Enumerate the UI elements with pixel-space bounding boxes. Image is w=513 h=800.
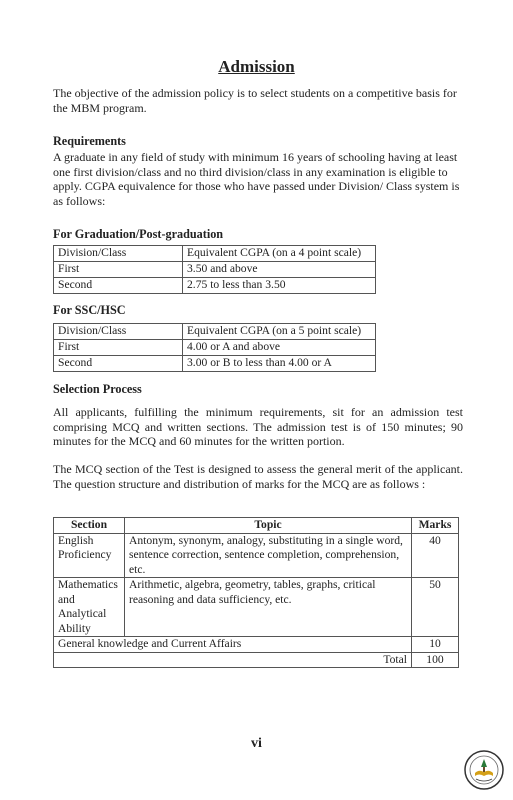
ssc-hsc-cgpa-table (53, 323, 376, 372)
table-row (54, 356, 376, 372)
marks-cell: 40 (412, 533, 459, 578)
general-knowledge-cell: General knowledge and Current Affairs (54, 637, 412, 653)
section-cell: English Proficiency (54, 533, 125, 578)
intro-paragraph: The objective of the admission policy is to select students on a competitive basis for the MBM program. (53, 86, 457, 115)
table-cell: 3.50 and above (183, 262, 376, 278)
column-header-section: Section (54, 518, 125, 534)
table-row (54, 340, 376, 356)
table-cell: Second (54, 278, 183, 294)
table-cell: 3.00 or B to less than 4.00 or A (183, 356, 376, 372)
total-marks: 100 (412, 652, 459, 668)
table-row (54, 278, 376, 294)
selection-paragraph: All applicants, fulfilling the minimum requirements, sit for an admission test comprising MCQ and written sections. The admission test is of 150 minutes; 90 minutes for the MCQ and 60 minutes for the written portion. (53, 405, 463, 448)
marks-cell: 50 (412, 578, 459, 637)
mcq-marks-table (53, 517, 459, 668)
table-cell: Division/Class (54, 246, 183, 262)
table-cell: Second (54, 356, 183, 372)
total-label: Total (54, 652, 412, 668)
table-cell: First (54, 340, 183, 356)
table-cell: Division/Class (54, 324, 183, 340)
requirements-paragraph: A graduate in any field of study with minimum 16 years of schooling having at least one first division/class and no third division/class in any examination is eligible to apply. CGPA equivalence for those who have passed under Division/ Class system is as follows: (53, 150, 460, 208)
column-header-topic: Topic (125, 518, 412, 534)
page-number: vi (251, 736, 262, 751)
mcq-intro-paragraph: The MCQ section of the Test is designed to assess the general merit of the applicant. The question structure and distribution of marks for the MCQ are as follows : (53, 462, 463, 491)
table-total-row (54, 652, 459, 668)
ssc-hsc-heading: For SSC/HSC (53, 303, 126, 317)
selection-process-heading: Selection Process (53, 382, 142, 396)
table-row (54, 324, 376, 340)
table-row (54, 637, 459, 653)
section-cell: Mathematics and Analytical Ability (54, 578, 125, 637)
table-row (54, 246, 376, 262)
graduation-cgpa-table (53, 245, 376, 294)
table-row (54, 578, 459, 637)
requirements-heading: Requirements (53, 134, 126, 148)
table-row (54, 262, 376, 278)
table-row (54, 533, 459, 578)
topic-cell: Arithmetic, algebra, geometry, tables, graphs, critical reasoning and data sufficiency, etc. (125, 578, 412, 637)
page-title: Admission (218, 57, 295, 76)
table-cell: Equivalent CGPA (on a 4 point scale) (183, 246, 376, 262)
graduation-heading: For Graduation/Post-graduation (53, 227, 224, 241)
topic-cell: Antonym, synonym, analogy, substituting in a single word, sentence correction, sentence completion, comprehension, etc. (125, 533, 412, 578)
table-cell: 2.75 to less than 3.50 (183, 278, 376, 294)
column-header-marks: Marks (412, 518, 459, 534)
table-cell: Equivalent CGPA (on a 5 point scale) (183, 324, 376, 340)
table-cell: First (54, 262, 183, 278)
table-header-row (54, 518, 459, 534)
university-seal-icon (463, 749, 505, 791)
marks-cell: 10 (412, 637, 459, 653)
table-cell: 4.00 or A and above (183, 340, 376, 356)
